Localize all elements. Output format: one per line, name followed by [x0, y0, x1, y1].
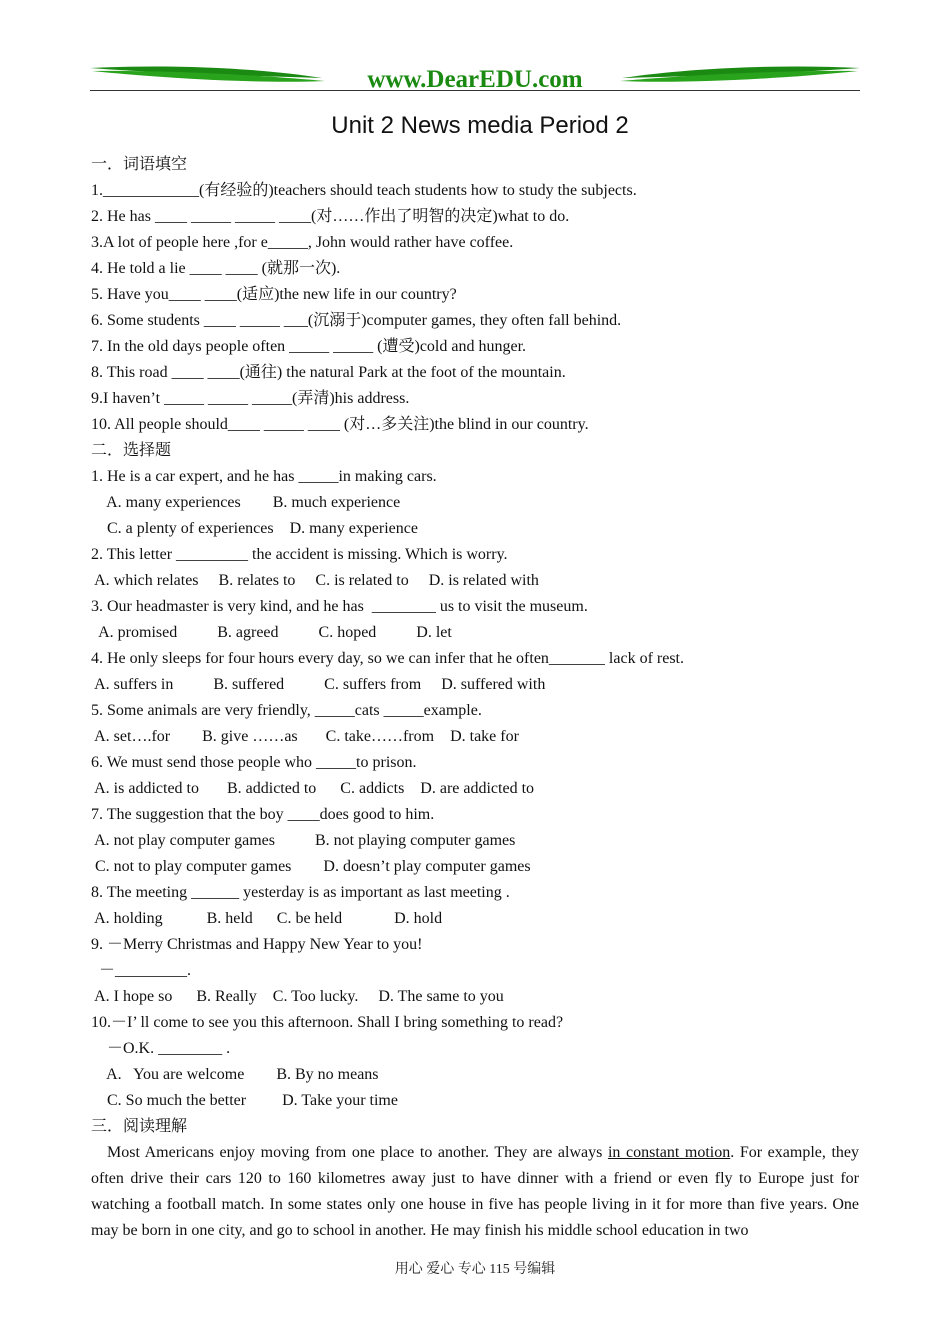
text-line: 7. In the old days people often _____ _____ (遭受)cold and hunger. — [91, 338, 527, 355]
text-line: 9.I haven’t _____ _____ _____(弄清)his address. — [91, 390, 410, 407]
text-line: 4. He told a lie ____ ____ (就那一次). — [91, 260, 341, 277]
text-line: －_________. — [91, 962, 192, 979]
text-line: A. set….for B. give ……as C. take……from D. take for — [91, 728, 519, 745]
passage-text: Most Americans enjoy moving from one place to another. They are always — [107, 1144, 608, 1161]
text-line: A. I hope so B. Really C. Too lucky. D. The same to you — [91, 988, 504, 1005]
text-line: C. So much the better D. Take your time — [91, 1092, 398, 1109]
text-line: A. is addicted to B. addicted to C. addicts D. are addicted to — [91, 780, 535, 797]
text-line: 4. He only sleeps for four hours every day, so we can infer that he often_______ lack of rest. — [91, 650, 684, 667]
header-rule — [90, 90, 860, 91]
text-line: 7. The suggestion that the boy ____does good to him. — [91, 806, 435, 823]
text-line: C. not to play computer games D. doesn’t play computer games — [91, 858, 531, 875]
text-line: 6. Some students ____ _____ ___(沉溺于)computer games, they often fall behind. — [91, 312, 622, 329]
text-line: A. You are welcome B. By no means — [91, 1066, 379, 1083]
text-line: 2. This letter _________ the accident is missing. Which is worry. — [91, 546, 508, 563]
reading-passage — [91, 1140, 859, 1244]
text-line: A. which relates B. relates to C. is related to D. is related with — [91, 572, 539, 589]
passage-text: . For example, they often drive their cars 120 to 160 kilometres away just to have dinner with a friend or even fly to Europe just for watching a football match. In some states only one house in five has people living in it for more than five years. One may be born in one city, and go to school in another. He may finish his middle school education in two — [91, 1144, 860, 1239]
passage-underlined-phrase: in constant motion — [607, 1144, 731, 1161]
text-line: A. holding B. held C. be held D. hold — [91, 910, 443, 927]
text-line: 8. This road ____ ____(通往) the natural Park at the foot of the mountain. — [91, 364, 566, 381]
text-line: 6. We must send those people who _____to prison. — [91, 754, 417, 771]
text-line: 2. He has ____ _____ _____ ____(对……作出了明智的决定)what to do. — [91, 208, 570, 225]
section-heading: 二．选择题 — [91, 442, 172, 459]
text-line: 10. All people should____ _____ ____ (对…多关注)the blind in our country. — [91, 416, 589, 433]
text-line: 8. The meeting ______ yesterday is as important as last meeting . — [91, 884, 510, 901]
text-line: 5. Some animals are very friendly, _____cats _____example. — [91, 702, 482, 719]
section-heading: 三．阅读理解 — [91, 1118, 188, 1135]
text-line: 3.A lot of people here ,for e_____, John would rather have coffee. — [91, 234, 514, 251]
text-line: －O.K. ________ . — [91, 1040, 231, 1057]
text-line: 1. He is a car expert, and he has _____in making cars. — [91, 468, 437, 485]
document-body — [91, 152, 859, 1244]
text-line: 1.____________(有经验的)teachers should teach students how to study the subjects. — [91, 182, 637, 199]
text-line: A. suffers in B. suffered C. suffers from D. suffered with — [91, 676, 546, 693]
text-line: 9. －Merry Christmas and Happy New Year to you! — [91, 936, 423, 953]
site-logo-text: www.DearEDU.com — [367, 66, 583, 93]
page-title: Unit 2 News media Period 2 — [331, 112, 629, 139]
text-line: 3. Our headmaster is very kind, and he has ________ us to visit the museum. — [91, 598, 588, 615]
section-heading: 一．词语填空 — [91, 156, 188, 173]
text-line: C. a plenty of experiences D. many experience — [91, 520, 418, 537]
text-line: A. promised B. agreed C. hoped D. let — [91, 624, 452, 641]
text-line: 5. Have you____ ____(适应)the new life in our country? — [91, 286, 457, 303]
page-footer: 用心 爱心 专心 115 号编辑 — [394, 1262, 556, 1277]
text-line: 10.－I’ ll come to see you this afternoon. Shall I bring something to read? — [91, 1014, 564, 1031]
text-line: A. many experiences B. much experience — [91, 494, 401, 511]
text-line: A. not play computer games B. not playing computer games — [91, 832, 516, 849]
